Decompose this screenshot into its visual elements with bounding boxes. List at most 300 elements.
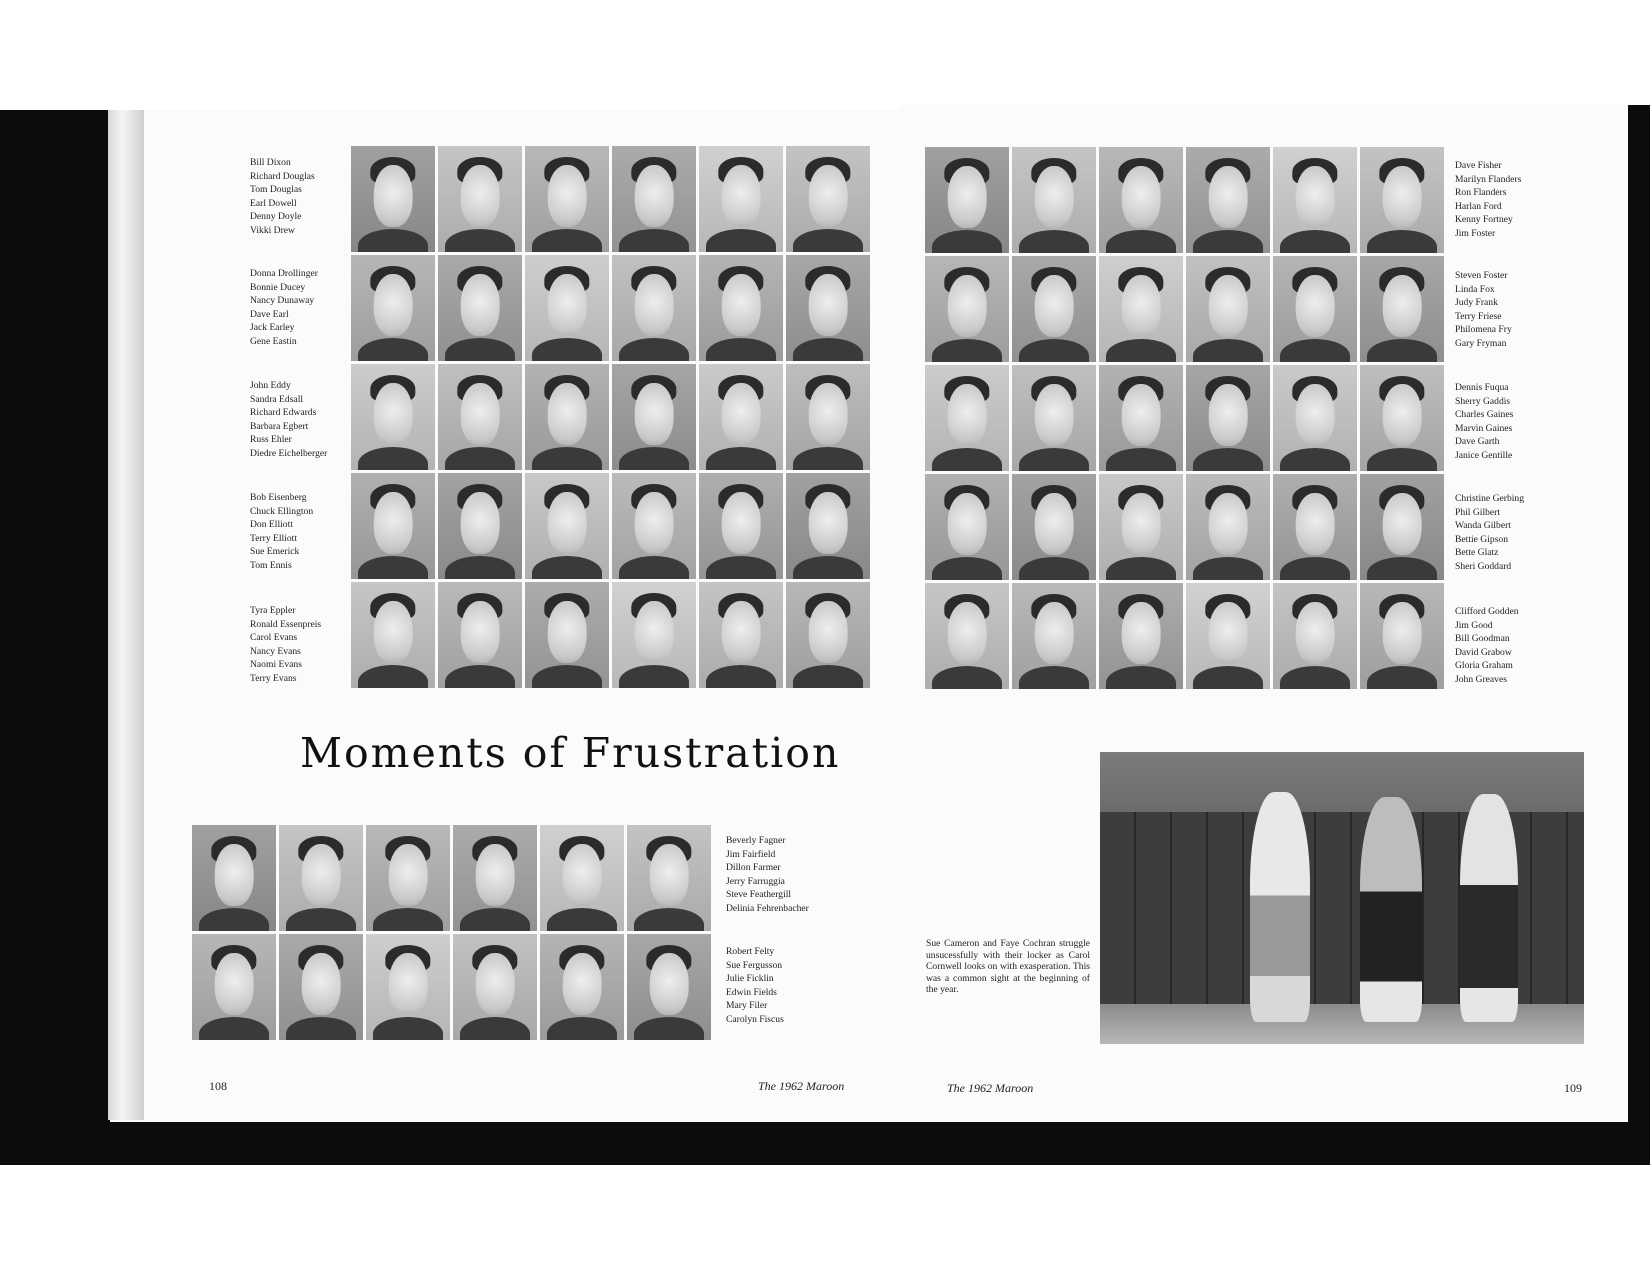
portrait-face xyxy=(374,274,413,335)
portrait-face xyxy=(809,165,848,226)
portrait-face xyxy=(548,492,587,553)
portrait-face xyxy=(635,383,674,444)
student-portrait xyxy=(1186,474,1270,580)
portrait-face xyxy=(722,601,761,662)
lower-names-row-2 xyxy=(726,945,784,1027)
student-name: Diedre Eichelberger xyxy=(250,447,328,459)
student-portrait xyxy=(1360,583,1444,689)
portrait-shoulders xyxy=(532,556,603,579)
portrait-shoulders xyxy=(932,666,1003,689)
student-portrait xyxy=(1186,147,1270,253)
girl-figure xyxy=(1360,797,1422,1022)
portrait-face xyxy=(1122,384,1161,445)
student-name: Don Elliott xyxy=(250,519,293,531)
scan-background-right xyxy=(1628,105,1650,1165)
student-portrait xyxy=(351,473,435,579)
student-name: Tom Douglas xyxy=(250,184,302,196)
portrait-shoulders xyxy=(1367,448,1438,471)
portrait-face xyxy=(948,166,987,227)
portrait-face xyxy=(1209,275,1248,336)
locker-photo xyxy=(1100,752,1584,1044)
portrait-face xyxy=(215,953,254,1014)
student-portrait xyxy=(612,473,696,579)
portrait-shoulders xyxy=(1367,557,1438,580)
portrait-face xyxy=(809,274,848,335)
student-name: Sue Fergusson xyxy=(726,959,783,971)
student-portrait xyxy=(438,255,522,361)
portrait-shoulders xyxy=(706,229,777,252)
portrait-face xyxy=(722,492,761,553)
portrait-shoulders xyxy=(619,447,690,470)
left-names-row-5 xyxy=(250,604,321,686)
portrait-face xyxy=(1122,275,1161,336)
portrait-shoulders xyxy=(1193,448,1264,471)
right-names-row-4 xyxy=(1455,492,1524,574)
portrait-face xyxy=(1035,275,1074,336)
student-name: Julie Ficklin xyxy=(726,973,774,985)
right-names-row-2 xyxy=(1455,269,1512,351)
student-portrait xyxy=(279,934,363,1040)
portrait-face xyxy=(1296,275,1335,336)
portrait-shoulders xyxy=(358,229,429,252)
student-portrait xyxy=(1360,256,1444,362)
student-name: Nancy Dunaway xyxy=(250,295,315,307)
student-name: Bill Goodman xyxy=(1455,633,1510,645)
portrait-face xyxy=(809,492,848,553)
student-name: Christine Gerbing xyxy=(1455,493,1525,504)
portrait-face xyxy=(722,274,761,335)
right-page-number: 109 xyxy=(1564,1081,1582,1095)
student-name: Gene Eastin xyxy=(250,335,297,347)
student-name: Tyra Eppler xyxy=(250,605,296,616)
student-name: Ron Flanders xyxy=(1455,187,1507,199)
portrait-face xyxy=(548,274,587,335)
portrait-face xyxy=(476,953,515,1014)
student-name: David Grabow xyxy=(1455,646,1512,658)
student-portrait xyxy=(351,255,435,361)
student-portrait xyxy=(612,582,696,688)
lower-names-row-1 xyxy=(726,834,809,916)
portrait-shoulders xyxy=(1106,448,1177,471)
portrait-shoulders xyxy=(358,338,429,361)
student-portrait xyxy=(351,146,435,252)
page-heading: Moments of Frustration xyxy=(300,729,841,777)
student-name: Clifford Godden xyxy=(1455,606,1519,617)
student-name: Earl Dowell xyxy=(250,197,297,209)
portrait-shoulders xyxy=(1280,557,1351,580)
student-portrait xyxy=(438,582,522,688)
student-name: Janice Gentille xyxy=(1455,449,1513,461)
portrait-face xyxy=(722,165,761,226)
portrait-face xyxy=(374,383,413,444)
portrait-face xyxy=(1209,166,1248,227)
portrait-shoulders xyxy=(460,1017,531,1040)
portrait-face xyxy=(650,953,689,1014)
student-name: Linda Fox xyxy=(1455,283,1495,295)
portrait-shoulders xyxy=(793,447,864,470)
portrait-face xyxy=(461,383,500,444)
portrait-face xyxy=(1209,384,1248,445)
student-name: Steve Feathergill xyxy=(726,889,792,901)
student-portrait xyxy=(1012,365,1096,471)
portrait-shoulders xyxy=(532,338,603,361)
portrait-face xyxy=(1383,275,1422,336)
portrait-face xyxy=(461,492,500,553)
portrait-shoulders xyxy=(373,908,444,931)
portrait-shoulders xyxy=(445,229,516,252)
portrait-shoulders xyxy=(445,447,516,470)
student-name: Philomena Fry xyxy=(1455,324,1512,336)
student-portrait xyxy=(1099,583,1183,689)
portrait-face xyxy=(461,274,500,335)
portrait-shoulders xyxy=(1019,339,1090,362)
portrait-face xyxy=(1296,384,1335,445)
portrait-face xyxy=(1383,166,1422,227)
left-page-number: 108 xyxy=(209,1079,227,1093)
portrait-face xyxy=(948,493,987,554)
portrait-shoulders xyxy=(358,447,429,470)
portrait-shoulders xyxy=(445,665,516,688)
student-portrait xyxy=(366,825,450,931)
student-portrait xyxy=(1186,583,1270,689)
student-name: Jim Foster xyxy=(1455,227,1496,239)
student-name: Jack Earley xyxy=(250,322,295,334)
student-portrait xyxy=(192,934,276,1040)
left-names-row-1 xyxy=(250,156,315,238)
portrait-shoulders xyxy=(547,908,618,931)
portrait-face xyxy=(1122,602,1161,663)
student-name: Charles Gaines xyxy=(1455,409,1514,421)
student-portrait xyxy=(925,147,1009,253)
student-name: Jim Good xyxy=(1455,619,1493,631)
student-name: Sherry Gaddis xyxy=(1455,395,1511,407)
portrait-shoulders xyxy=(1019,448,1090,471)
student-name: Terry Friese xyxy=(1455,310,1502,322)
portrait-face xyxy=(461,601,500,662)
student-portrait xyxy=(540,825,624,931)
portrait-shoulders xyxy=(706,556,777,579)
portrait-face xyxy=(635,165,674,226)
portrait-face xyxy=(563,953,602,1014)
portrait-face xyxy=(1122,493,1161,554)
student-name: Nancy Evans xyxy=(250,645,301,657)
student-portrait xyxy=(699,255,783,361)
student-name: Sandra Edsall xyxy=(250,393,304,405)
right-names-row-3 xyxy=(1455,381,1513,463)
portrait-shoulders xyxy=(706,665,777,688)
portrait-face xyxy=(548,601,587,662)
student-name: Kenny Fortney xyxy=(1455,214,1513,226)
portrait-shoulders xyxy=(532,447,603,470)
portrait-shoulders xyxy=(793,556,864,579)
portrait-face xyxy=(809,601,848,662)
portrait-face xyxy=(1035,384,1074,445)
student-name: Robert Felty xyxy=(726,946,775,957)
portrait-shoulders xyxy=(932,230,1003,253)
portrait-face xyxy=(548,383,587,444)
portrait-shoulders xyxy=(619,229,690,252)
student-name: Bettie Gipson xyxy=(1455,533,1509,545)
portrait-face xyxy=(374,492,413,553)
student-portrait xyxy=(699,364,783,470)
student-portrait xyxy=(699,146,783,252)
portrait-shoulders xyxy=(1019,230,1090,253)
student-portrait xyxy=(1273,583,1357,689)
student-name: Delinia Fehrenbacher xyxy=(726,902,809,914)
student-portrait xyxy=(366,934,450,1040)
portrait-shoulders xyxy=(199,1017,270,1040)
portrait-shoulders xyxy=(1280,666,1351,689)
student-name: John Greaves xyxy=(1455,673,1507,685)
portrait-shoulders xyxy=(358,556,429,579)
student-portrait xyxy=(612,146,696,252)
right-names-row-5 xyxy=(1455,605,1519,687)
student-portrait xyxy=(925,365,1009,471)
student-name: Bob Eisenberg xyxy=(250,492,307,503)
portrait-face xyxy=(722,383,761,444)
student-portrait xyxy=(925,583,1009,689)
portrait-shoulders xyxy=(1106,666,1177,689)
student-name: Terry Elliott xyxy=(250,532,298,544)
portrait-face xyxy=(461,165,500,226)
student-name: Marilyn Flanders xyxy=(1455,173,1522,185)
portrait-shoulders xyxy=(1280,448,1351,471)
student-portrait xyxy=(438,146,522,252)
student-name: Phil Gilbert xyxy=(1455,506,1501,518)
portrait-shoulders xyxy=(547,1017,618,1040)
portrait-face xyxy=(476,844,515,905)
portrait-face xyxy=(1035,166,1074,227)
student-name: Marvin Gaines xyxy=(1455,422,1513,434)
left-names-row-2 xyxy=(250,267,318,349)
portrait-shoulders xyxy=(619,665,690,688)
student-name: Bette Glatz xyxy=(1455,547,1499,559)
portrait-shoulders xyxy=(932,557,1003,580)
right-names-row-1 xyxy=(1455,159,1521,241)
student-portrait xyxy=(612,364,696,470)
portrait-shoulders xyxy=(286,1017,357,1040)
portrait-face xyxy=(650,844,689,905)
student-portrait xyxy=(1360,147,1444,253)
girl-figure xyxy=(1250,792,1310,1022)
portrait-shoulders xyxy=(793,229,864,252)
portrait-face xyxy=(302,953,341,1014)
student-name: Dennis Fuqua xyxy=(1455,382,1509,393)
student-name: Dave Fisher xyxy=(1455,160,1502,171)
student-portrait xyxy=(612,255,696,361)
student-name: Dave Garth xyxy=(1455,436,1500,448)
portrait-shoulders xyxy=(1019,666,1090,689)
student-name: Russ Ehler xyxy=(250,434,292,446)
portrait-shoulders xyxy=(532,665,603,688)
student-name: Jerry Farruggia xyxy=(726,875,785,887)
student-portrait xyxy=(1273,365,1357,471)
student-name: Dillon Farmer xyxy=(726,862,781,874)
portrait-face xyxy=(1209,602,1248,663)
student-name: Sue Emerick xyxy=(250,546,300,558)
portrait-shoulders xyxy=(532,229,603,252)
portrait-shoulders xyxy=(1280,230,1351,253)
student-name: Jim Fairfield xyxy=(726,848,776,860)
portrait-face xyxy=(1383,384,1422,445)
student-portrait xyxy=(627,825,711,931)
portrait-face xyxy=(302,844,341,905)
student-portrait xyxy=(453,825,537,931)
scan-background-top-left xyxy=(0,110,110,1165)
portrait-face xyxy=(374,165,413,226)
student-portrait xyxy=(786,364,870,470)
student-portrait xyxy=(1273,256,1357,362)
student-portrait xyxy=(540,934,624,1040)
portrait-shoulders xyxy=(1106,339,1177,362)
student-name: John Eddy xyxy=(250,380,291,391)
student-name: Carol Evans xyxy=(250,632,298,644)
student-name: Naomi Evans xyxy=(250,659,302,671)
portrait-face xyxy=(389,844,428,905)
portrait-shoulders xyxy=(1106,557,1177,580)
photo-caption: Sue Cameron and Faye Cochran struggle unsucessfully with their locker as Carol Cornwell looks on with exasperation. This was a common sight at the beginning of the year. xyxy=(926,938,1090,995)
student-name: Judy Frank xyxy=(1455,297,1498,309)
portrait-face xyxy=(389,953,428,1014)
portrait-face xyxy=(809,383,848,444)
portrait-shoulders xyxy=(358,665,429,688)
portrait-face xyxy=(1209,493,1248,554)
student-portrait xyxy=(699,582,783,688)
student-name: Bill Dixon xyxy=(250,157,291,168)
student-portrait xyxy=(925,474,1009,580)
portrait-shoulders xyxy=(932,448,1003,471)
student-portrait xyxy=(1273,147,1357,253)
student-portrait xyxy=(699,473,783,579)
portrait-face xyxy=(948,384,987,445)
portrait-shoulders xyxy=(1019,557,1090,580)
student-name: Mary Filer xyxy=(726,1000,768,1012)
student-name: Carolyn Fiscus xyxy=(726,1013,784,1025)
student-name: Barbara Egbert xyxy=(250,420,309,432)
student-portrait xyxy=(525,146,609,252)
portrait-face xyxy=(635,601,674,662)
student-portrait xyxy=(1273,474,1357,580)
student-name: Wanda Gilbert xyxy=(1455,520,1511,532)
student-portrait xyxy=(1099,147,1183,253)
student-name: Donna Drollinger xyxy=(250,268,318,279)
student-portrait xyxy=(351,582,435,688)
student-portrait xyxy=(786,473,870,579)
student-name: Vikki Drew xyxy=(250,224,295,236)
student-name: Ronald Essenpreis xyxy=(250,618,322,630)
student-name: Dave Earl xyxy=(250,308,289,320)
scan-background-bottom xyxy=(0,1120,1650,1165)
portrait-shoulders xyxy=(634,908,705,931)
portrait-shoulders xyxy=(932,339,1003,362)
portrait-face xyxy=(548,165,587,226)
student-name: Gloria Graham xyxy=(1455,660,1513,672)
portrait-face xyxy=(948,275,987,336)
portrait-face xyxy=(1122,166,1161,227)
portrait-face xyxy=(374,601,413,662)
portrait-face xyxy=(1296,602,1335,663)
portrait-shoulders xyxy=(460,908,531,931)
left-names-row-3 xyxy=(250,379,327,461)
portrait-face xyxy=(215,844,254,905)
student-portrait xyxy=(1186,256,1270,362)
portrait-face xyxy=(635,492,674,553)
student-portrait xyxy=(351,364,435,470)
student-portrait xyxy=(438,364,522,470)
girl-figure xyxy=(1460,794,1518,1022)
portrait-shoulders xyxy=(1367,666,1438,689)
portrait-shoulders xyxy=(199,908,270,931)
portrait-shoulders xyxy=(1367,339,1438,362)
student-portrait xyxy=(525,364,609,470)
student-portrait xyxy=(1012,474,1096,580)
student-portrait xyxy=(1099,256,1183,362)
student-portrait xyxy=(1099,474,1183,580)
student-portrait xyxy=(525,473,609,579)
student-name: Harlan Ford xyxy=(1455,200,1502,212)
portrait-shoulders xyxy=(373,1017,444,1040)
student-name: Gary Fryman xyxy=(1455,337,1507,349)
student-portrait xyxy=(453,934,537,1040)
student-portrait xyxy=(786,255,870,361)
student-portrait xyxy=(925,256,1009,362)
portrait-shoulders xyxy=(1193,557,1264,580)
right-portrait-grid xyxy=(925,147,1444,689)
portrait-shoulders xyxy=(1193,230,1264,253)
student-portrait xyxy=(1360,474,1444,580)
portrait-shoulders xyxy=(619,338,690,361)
portrait-shoulders xyxy=(793,338,864,361)
student-portrait xyxy=(786,582,870,688)
student-portrait xyxy=(1360,365,1444,471)
student-name: Richard Douglas xyxy=(250,170,315,182)
portrait-shoulders xyxy=(445,556,516,579)
student-portrait xyxy=(1012,256,1096,362)
student-portrait xyxy=(1012,147,1096,253)
student-portrait xyxy=(1012,583,1096,689)
portrait-shoulders xyxy=(286,908,357,931)
portrait-shoulders xyxy=(634,1017,705,1040)
right-footer-title: The 1962 Maroon xyxy=(947,1081,1034,1095)
portrait-face xyxy=(1035,493,1074,554)
student-portrait xyxy=(627,934,711,1040)
student-name: Edwin Fields xyxy=(726,986,777,998)
portrait-face xyxy=(1296,493,1335,554)
student-portrait xyxy=(438,473,522,579)
student-portrait xyxy=(525,582,609,688)
student-name: Tom Ennis xyxy=(250,559,292,571)
portrait-shoulders xyxy=(619,556,690,579)
student-name: Sheri Goddard xyxy=(1455,560,1512,572)
student-name: Richard Edwards xyxy=(250,407,317,419)
student-portrait xyxy=(525,255,609,361)
portrait-face xyxy=(1383,493,1422,554)
portrait-face xyxy=(635,274,674,335)
portrait-shoulders xyxy=(1106,230,1177,253)
student-portrait xyxy=(1186,365,1270,471)
student-name: Chuck Ellington xyxy=(250,505,314,517)
left-names-row-4 xyxy=(250,491,313,573)
portrait-face xyxy=(948,602,987,663)
portrait-shoulders xyxy=(706,447,777,470)
portrait-shoulders xyxy=(1193,339,1264,362)
portrait-face xyxy=(1296,166,1335,227)
portrait-shoulders xyxy=(1280,339,1351,362)
portrait-shoulders xyxy=(445,338,516,361)
book-page-edges xyxy=(108,110,144,1120)
left-portrait-grid xyxy=(351,146,870,688)
student-name: Terry Evans xyxy=(250,672,297,684)
